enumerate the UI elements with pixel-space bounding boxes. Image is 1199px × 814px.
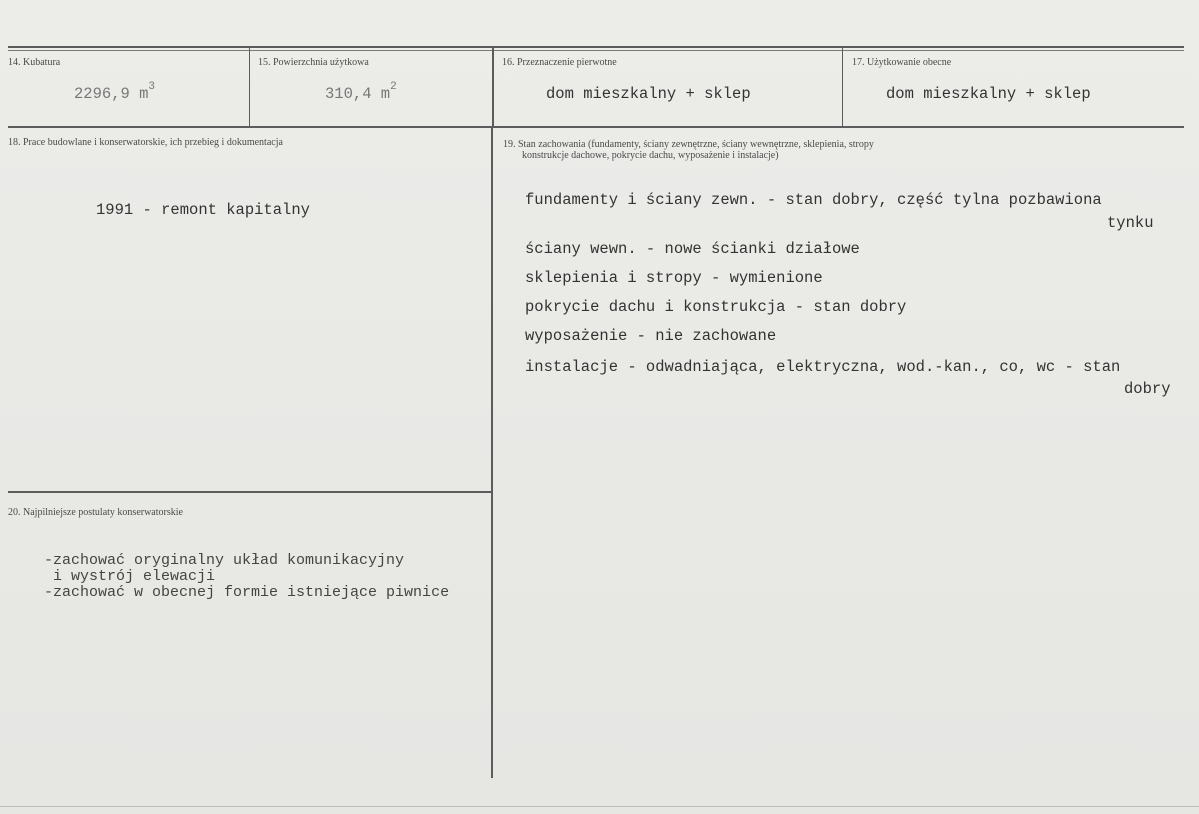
field-19-label-line2: konstrukcje dachowe, pokrycie dachu, wyposażenie i instalacje) xyxy=(522,150,779,161)
divider-15-16 xyxy=(492,48,494,126)
field-19-line: dobry xyxy=(1124,380,1171,398)
field-17-label: 17. Użytkowanie obecne xyxy=(852,57,952,68)
field-16-label: 16. Przeznaczenie pierwotne xyxy=(502,57,617,68)
field-18-label: 18. Prace budowlane i konserwatorskie, ich przebieg i dokumentacja xyxy=(8,137,283,148)
field-20-line: -zachować oryginalny układ komunikacyjny xyxy=(44,552,405,569)
field-18-entry: 1991 - remont kapitalny xyxy=(96,201,310,219)
divider-16-17 xyxy=(842,48,843,126)
top-border-line-thin xyxy=(8,50,1184,51)
row1-bottom-line xyxy=(8,126,1184,128)
field-20-line: i wystrój elewacji xyxy=(44,568,216,585)
field-19-line: tynku xyxy=(1107,214,1154,232)
field-14-label: 14. Kubatura xyxy=(8,57,61,68)
field-19-line: instalacje - odwadniająca, elektryczna, wod.-kan., co, wc - stan xyxy=(525,358,1121,376)
field-16-value: dom mieszkalny + sklep xyxy=(546,85,751,103)
field-19-line: pokrycie dachu i konstrukcja - stan dobry xyxy=(525,298,907,316)
field-19-line: fundamenty i ściany zewn. - stan dobry, część tylna pozbawiona xyxy=(525,191,1102,209)
field-19-line: sklepienia i stropy - wymienione xyxy=(525,269,823,287)
bottom-border-line xyxy=(0,806,1199,807)
field-15-value: 310,4 $m^2$ xyxy=(325,81,397,104)
field-19-label-line1: 19. Stan zachowania (fundamenty, ściany zewnętrzne, ściany wewnętrzne, sklepienia, stropy xyxy=(503,139,874,150)
field-15-label: 15. Powierzchnia użytkowa xyxy=(258,57,369,68)
field-19-line: ściany wewn. - nowe ścianki działowe xyxy=(525,240,860,258)
top-border-line xyxy=(8,46,1184,48)
field-14-value: 2296,9 $m^3$ xyxy=(74,81,156,104)
field-17-value: dom mieszkalny + sklep xyxy=(886,85,1091,103)
field-20-line: -zachować w obecnej formie istniejące piwnice xyxy=(44,584,450,601)
divider-14-15 xyxy=(249,48,250,126)
field-19-line: wyposażenie - nie zachowane xyxy=(525,327,777,345)
section18-bottom-line xyxy=(8,491,491,493)
main-vertical-divider xyxy=(491,126,493,778)
field-20-label: 20. Najpilniejsze postulaty konserwatorskie xyxy=(8,507,183,518)
